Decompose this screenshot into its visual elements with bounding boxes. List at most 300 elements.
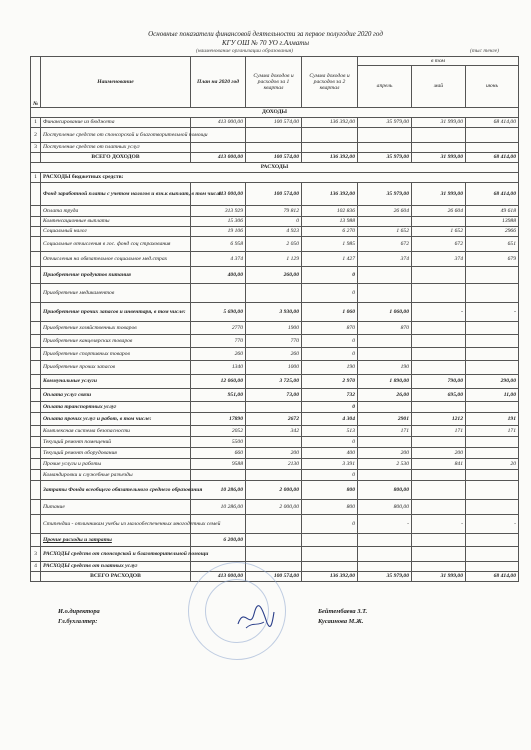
- cell-april: [358, 437, 412, 448]
- cell-april: 800,00: [358, 500, 412, 515]
- cell-q1: 770: [246, 335, 302, 348]
- section-expense: [31, 163, 519, 173]
- cell-june: [466, 267, 519, 284]
- cell-q1: 260: [246, 348, 302, 361]
- cell-q1: [246, 515, 302, 534]
- row-num: [31, 267, 41, 284]
- expense-row: [31, 481, 519, 500]
- cell-june: 13988: [466, 217, 519, 227]
- accountant-name: Кусаинова М.Ж.: [318, 618, 364, 625]
- cell-may: [412, 143, 466, 153]
- row-name: Приобретение прочих запасов: [41, 361, 191, 375]
- cell-june: [466, 322, 519, 335]
- cell-q2: 136 392,00: [302, 153, 358, 163]
- row-name: Поступление средств от платных услуг: [41, 143, 191, 153]
- cell-april: [358, 348, 412, 361]
- row-num: [31, 227, 41, 237]
- row-name: Отчисления на обязательное социальное мед.страх: [41, 252, 191, 267]
- cell-april: [358, 217, 412, 227]
- accountant-title: Гл.бухгалтер:: [58, 618, 98, 625]
- unit-note: (тыс тенге): [470, 48, 499, 54]
- row-name: РАСХОДЫ средств от платных услуг: [41, 562, 191, 572]
- expense-row: [31, 437, 519, 448]
- cell-april: 190: [358, 361, 412, 375]
- expense-row: [31, 448, 519, 459]
- cell-plan: 1340: [191, 361, 246, 375]
- expense-row: [31, 183, 519, 206]
- header-row-1: [31, 57, 519, 66]
- cell-may: 1212: [412, 413, 466, 426]
- cell-may: [412, 470, 466, 481]
- cell-q2: 6 270: [302, 227, 358, 237]
- cell-june: 68 414,00: [466, 572, 519, 582]
- cell-may: [412, 534, 466, 547]
- cell-april: [358, 143, 412, 153]
- cell-june: [466, 284, 519, 303]
- col-including: в том: [358, 57, 519, 66]
- cell-q1: 3 725,00: [246, 375, 302, 389]
- cell-q1: 100 574,00: [246, 153, 302, 163]
- expense-row: [31, 361, 519, 375]
- cell-q2: 2 970: [302, 375, 358, 389]
- row-num: [31, 515, 41, 534]
- cell-q1: 2672: [246, 413, 302, 426]
- expense-row: [31, 402, 519, 413]
- cell-q1: 3 930,00: [246, 303, 302, 322]
- row-num: [31, 470, 41, 481]
- cell-april: 672: [358, 237, 412, 252]
- cell-q2: [302, 534, 358, 547]
- row-num: 3: [31, 143, 41, 153]
- row-num: [31, 361, 41, 375]
- cell-plan: [191, 470, 246, 481]
- row-num: [31, 500, 41, 515]
- cell-april: 1 652: [358, 227, 412, 237]
- cell-may: -: [412, 303, 466, 322]
- cell-plan: 413 000,00: [191, 183, 246, 206]
- cell-april: 1 890,00: [358, 375, 412, 389]
- cell-q1: 1 129: [246, 252, 302, 267]
- row-num: [31, 284, 41, 303]
- cell-june: 679: [466, 252, 519, 267]
- cell-q2: 0: [302, 437, 358, 448]
- row-num: [31, 322, 41, 335]
- cell-q2: 0: [302, 284, 358, 303]
- cell-plan: 12 060,00: [191, 375, 246, 389]
- cell-q1: 100 574,00: [246, 118, 302, 128]
- expense-row: [31, 206, 519, 217]
- income-total-row: [31, 153, 519, 163]
- cell-april: [358, 284, 412, 303]
- cell-may: 374: [412, 252, 466, 267]
- cell-plan: 951,00: [191, 389, 246, 402]
- cell-q2: 4 304: [302, 413, 358, 426]
- cell-plan: 5 690,00: [191, 303, 246, 322]
- cell-may: 695,00: [412, 389, 466, 402]
- empty-cell: [302, 547, 358, 562]
- cell-plan: 313 929: [191, 206, 246, 217]
- cell-q2: 0: [302, 402, 358, 413]
- col-june: июнь: [466, 66, 519, 108]
- cell-may: [412, 267, 466, 284]
- expense-row: [31, 217, 519, 227]
- cell-plan: 260: [191, 348, 246, 361]
- cell-june: [466, 348, 519, 361]
- cell-june: 68 414,00: [466, 153, 519, 163]
- cell-june: [466, 128, 519, 143]
- cell-april: 800,00: [358, 481, 412, 500]
- cell-plan: 5500: [191, 437, 246, 448]
- cell-may: 200: [412, 448, 466, 459]
- cell-q2: [302, 128, 358, 143]
- empty-cell: [412, 562, 466, 572]
- cell-may: 841: [412, 459, 466, 470]
- income-row: [31, 118, 519, 128]
- table-body: [31, 108, 519, 582]
- expense-row: [31, 348, 519, 361]
- row-name: Стипендии - отличникам учебы из малообеспеченных многодетных семей: [41, 515, 191, 534]
- cell-june: [466, 481, 519, 500]
- cell-q1: 2130: [246, 459, 302, 470]
- cell-q2: 1 060: [302, 303, 358, 322]
- cell-plan: 413 000,00: [191, 153, 246, 163]
- cell-april: 374: [358, 252, 412, 267]
- cell-may: 26 604: [412, 206, 466, 217]
- cell-june: [466, 448, 519, 459]
- row-name: РАСХОДЫ бюджетных средств:: [41, 173, 519, 183]
- row-num: [31, 206, 41, 217]
- cell-june: -: [466, 515, 519, 534]
- row-num: [31, 534, 41, 547]
- cell-q2: 0: [302, 335, 358, 348]
- cell-june: 11,00: [466, 389, 519, 402]
- cell-plan: 400,00: [191, 267, 246, 284]
- cell-june: 68 414,00: [466, 183, 519, 206]
- cell-may: [412, 481, 466, 500]
- cell-plan: [191, 284, 246, 303]
- row-num: 3: [31, 547, 41, 562]
- expense-row: [31, 515, 519, 534]
- cell-june: [466, 335, 519, 348]
- expense-row: [31, 470, 519, 481]
- income-row: [31, 128, 519, 143]
- cell-april: [358, 128, 412, 143]
- cell-q2: 513: [302, 426, 358, 437]
- cell-may: [412, 128, 466, 143]
- expense-row: [31, 459, 519, 470]
- row-num: [31, 413, 41, 426]
- cell-may: -: [412, 515, 466, 534]
- row-name: Комплексная система безопасности: [41, 426, 191, 437]
- row-num: [31, 402, 41, 413]
- empty-cell: [412, 547, 466, 562]
- cell-q1: 100 574,00: [246, 572, 302, 582]
- row-name: Приобретение хозяйственных товаров: [41, 322, 191, 335]
- cell-plan: 17890: [191, 413, 246, 426]
- org-note: (наименование организации образования): [196, 48, 294, 54]
- income-row: [31, 143, 519, 153]
- cell-april: 26 604: [358, 206, 412, 217]
- cell-april: 35 979,00: [358, 153, 412, 163]
- cell-q1: 200: [246, 448, 302, 459]
- financial-table: [30, 56, 519, 582]
- expense-row: [31, 227, 519, 237]
- cell-june: [466, 470, 519, 481]
- empty-cell: [358, 562, 412, 572]
- section-label: РАСХОДЫ: [31, 163, 519, 173]
- cell-june: 191: [466, 413, 519, 426]
- cell-june: [466, 402, 519, 413]
- cell-q1: [246, 128, 302, 143]
- row-name: Текущий ремонт оборудования: [41, 448, 191, 459]
- row-num: [31, 348, 41, 361]
- col-plan: План на 2020 год: [191, 57, 246, 108]
- row-name: Прочие расходы и затраты: [41, 534, 191, 547]
- row-name: Приобретение медикаментов: [41, 284, 191, 303]
- cell-q1: 1000: [246, 361, 302, 375]
- cell-plan: 10 286,00: [191, 500, 246, 515]
- cell-q2: 3 391: [302, 459, 358, 470]
- cell-may: 31 999,00: [412, 118, 466, 128]
- expense-row: [31, 426, 519, 437]
- cell-plan: 2052: [191, 426, 246, 437]
- row-num: [31, 572, 41, 582]
- row-num: [31, 448, 41, 459]
- cell-q2: 400: [302, 448, 358, 459]
- cell-plan: 9588: [191, 459, 246, 470]
- cell-april: [358, 402, 412, 413]
- expense-row: [31, 534, 519, 547]
- cell-may: 171: [412, 426, 466, 437]
- expense-row: [31, 375, 519, 389]
- row-name: Приобретение прочих запасов и инвентаря, в том числе:: [41, 303, 191, 322]
- cell-june: 651: [466, 237, 519, 252]
- cell-april: [358, 534, 412, 547]
- row-name: Социальный налог: [41, 227, 191, 237]
- row-num: [31, 153, 41, 163]
- cell-plan: 19 106: [191, 227, 246, 237]
- cell-plan: 10 286,00: [191, 481, 246, 500]
- row-num: [31, 183, 41, 206]
- row-name: Приобретение спортивных товаров: [41, 348, 191, 361]
- cell-june: 2966: [466, 227, 519, 237]
- empty-cell: [358, 547, 412, 562]
- cell-q2: 0: [302, 515, 358, 534]
- cell-april: [358, 335, 412, 348]
- cell-q1: [246, 402, 302, 413]
- expense-row: [31, 389, 519, 402]
- row-name: Оплата услуг связи: [41, 389, 191, 402]
- row-name: Питание: [41, 500, 191, 515]
- cell-plan: [191, 143, 246, 153]
- cell-may: [412, 335, 466, 348]
- cell-may: 31 999,00: [412, 153, 466, 163]
- director-name: Бейтембаева З.Т.: [318, 608, 368, 615]
- row-num: 1: [31, 118, 41, 128]
- empty-cell: [466, 547, 519, 562]
- cell-q1: 73,00: [246, 389, 302, 402]
- expense-row: [31, 252, 519, 267]
- cell-april: 35 979,00: [358, 118, 412, 128]
- cell-may: 790,00: [412, 375, 466, 389]
- row-name: Поступление средств от спонсорской и благотворительной помощи: [41, 128, 191, 143]
- expense-row: [31, 335, 519, 348]
- cell-plan: 660: [191, 448, 246, 459]
- cell-april: 2901: [358, 413, 412, 426]
- cell-may: [412, 217, 466, 227]
- expense-row: [31, 322, 519, 335]
- cell-q1: 2 000,00: [246, 481, 302, 500]
- cell-plan: 413 000,00: [191, 572, 246, 582]
- expense-other-row: [31, 547, 519, 562]
- expense-row: [31, 500, 519, 515]
- cell-q2: 13 988: [302, 217, 358, 227]
- cell-april: [358, 267, 412, 284]
- cell-q2: 102 836: [302, 206, 358, 217]
- col-q2: Сумма доходов и расходов за 2 квартал: [302, 57, 358, 108]
- empty-cell: [302, 562, 358, 572]
- expense-head-row: [31, 173, 519, 183]
- cell-q2: 0: [302, 267, 358, 284]
- director-title: И.о.директора: [58, 608, 100, 615]
- cell-q2: 800: [302, 481, 358, 500]
- row-name: Фонд заработной платы с учетом налогов и взн.к выплат, в том числе:: [41, 183, 191, 206]
- cell-april: 2 530: [358, 459, 412, 470]
- cell-q1: 342: [246, 426, 302, 437]
- cell-q1: 0: [246, 217, 302, 227]
- cell-june: [466, 361, 519, 375]
- row-num: 1: [31, 173, 41, 183]
- col-april: апрель: [358, 66, 412, 108]
- row-num: [31, 335, 41, 348]
- cell-q1: 260,00: [246, 267, 302, 284]
- cell-plan: 15 306: [191, 217, 246, 227]
- cell-june: [466, 437, 519, 448]
- row-name: Приобретение продуктов питания: [41, 267, 191, 284]
- row-name: Оплата транспортных услуг: [41, 402, 191, 413]
- cell-q2: 870: [302, 322, 358, 335]
- cell-june: 68 414,00: [466, 118, 519, 128]
- cell-may: 672: [412, 237, 466, 252]
- cell-may: [412, 284, 466, 303]
- cell-june: 290,00: [466, 375, 519, 389]
- row-num: [31, 437, 41, 448]
- cell-plan: 6 958: [191, 237, 246, 252]
- expense-row: [31, 284, 519, 303]
- cell-q1: 100 574,00: [246, 183, 302, 206]
- row-num: [31, 217, 41, 227]
- col-num: №: [31, 57, 41, 108]
- cell-q2: 0: [302, 470, 358, 481]
- cell-q2: 136 392,00: [302, 118, 358, 128]
- cell-may: [412, 437, 466, 448]
- cell-q2: 800: [302, 500, 358, 515]
- cell-q2: 1 427: [302, 252, 358, 267]
- cell-april: 870: [358, 322, 412, 335]
- row-name: Текущий ремонт помещений: [41, 437, 191, 448]
- cell-q2: 190: [302, 361, 358, 375]
- cell-may: 1 652: [412, 227, 466, 237]
- cell-april: 200: [358, 448, 412, 459]
- row-name: Компенсационные выплаты: [41, 217, 191, 227]
- row-num: [31, 459, 41, 470]
- row-name: Коммунальные услуги: [41, 375, 191, 389]
- row-num: [31, 303, 41, 322]
- row-name: Приобретение канцелярских товаров: [41, 335, 191, 348]
- cell-q1: 79 812: [246, 206, 302, 217]
- cell-june: -: [466, 303, 519, 322]
- row-name: РАСХОДЫ средств от спонсорской и благотворительной помощи: [41, 547, 191, 562]
- cell-may: [412, 500, 466, 515]
- cell-may: 31 999,00: [412, 183, 466, 206]
- cell-june: [466, 534, 519, 547]
- expense-other-row: [31, 562, 519, 572]
- row-num: [31, 237, 41, 252]
- cell-may: [412, 361, 466, 375]
- cell-q1: 2 000,00: [246, 500, 302, 515]
- section-income: ДОХОДЫ: [31, 108, 519, 118]
- row-name: Оплата прочих услуг и работ, в том числе:: [41, 413, 191, 426]
- cell-q2: 1 985: [302, 237, 358, 252]
- cell-june: 20: [466, 459, 519, 470]
- cell-plan: [191, 402, 246, 413]
- cell-june: 49 618: [466, 206, 519, 217]
- row-name: Социальные отчисления в гос. фонд соц страхования: [41, 237, 191, 252]
- cell-april: 26,00: [358, 389, 412, 402]
- cell-may: [412, 322, 466, 335]
- cell-april: [358, 470, 412, 481]
- expense-row: [31, 237, 519, 252]
- cell-april: 171: [358, 426, 412, 437]
- empty-cell: [246, 547, 302, 562]
- row-name: Затраты Фонда всеобщего обязательного среднего образования: [41, 481, 191, 500]
- cell-june: [466, 143, 519, 153]
- col-q1: Сумма доходов и расходов за 1 квартал: [246, 57, 302, 108]
- row-num: [31, 375, 41, 389]
- cell-q2: 136 392,00: [302, 183, 358, 206]
- cell-q1: 4 923: [246, 227, 302, 237]
- row-num: [31, 426, 41, 437]
- school-name: КГУ ОШ № 70 УО г.Алматы: [221, 39, 310, 47]
- cell-plan: 4 374: [191, 252, 246, 267]
- report-title: Основные показатели финансовой деятельности за первое полугодие 2020 год: [148, 30, 383, 38]
- row-num: [31, 481, 41, 500]
- cell-q1: [246, 143, 302, 153]
- cell-q2: 732: [302, 389, 358, 402]
- row-name: ВСЕГО ДОХОДОВ: [41, 153, 191, 163]
- cell-q1: [246, 437, 302, 448]
- expense-row: [31, 413, 519, 426]
- col-may: май: [412, 66, 466, 108]
- row-num: [31, 389, 41, 402]
- cell-may: [412, 348, 466, 361]
- cell-q1: [246, 470, 302, 481]
- cell-april: 1 060,00: [358, 303, 412, 322]
- row-name: Оплата труда: [41, 206, 191, 217]
- cell-q1: 2 050: [246, 237, 302, 252]
- row-name: Прочие услуги и работы: [41, 459, 191, 470]
- row-num: 4: [31, 562, 41, 572]
- cell-june: 171: [466, 426, 519, 437]
- empty-cell: [466, 562, 519, 572]
- cell-april: -: [358, 515, 412, 534]
- cell-plan: 6 200,00: [191, 534, 246, 547]
- cell-plan: 2770: [191, 322, 246, 335]
- cell-plan: 770: [191, 335, 246, 348]
- cell-q1: 1900: [246, 322, 302, 335]
- cell-q2: 0: [302, 348, 358, 361]
- row-num: [31, 252, 41, 267]
